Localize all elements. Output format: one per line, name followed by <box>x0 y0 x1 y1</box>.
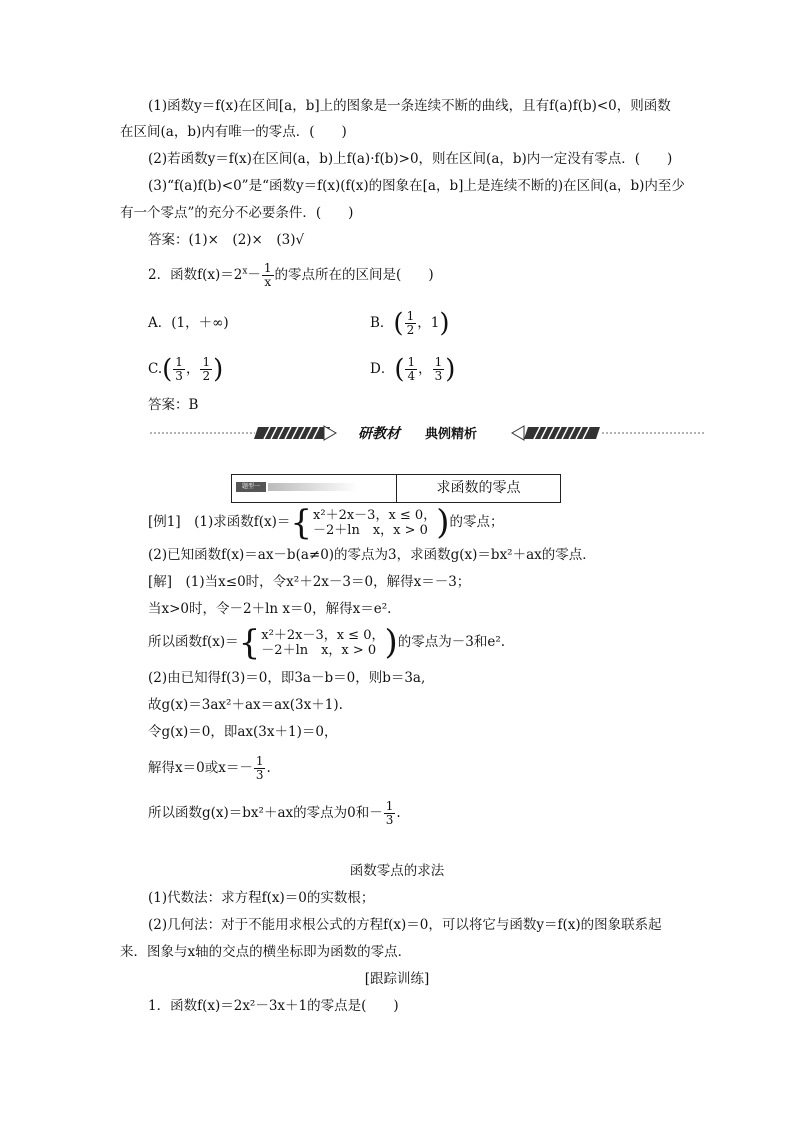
judge-q3-line1: (3)“f(a)f(b)<0”是“函数y＝f(x)(f(x)的图象在[a，b]上是连续不断的)在区间(a，b)内至少 <box>148 178 685 194</box>
solution-step2: 当x>0时，令－2＋ln x＝0，解得x＝e². <box>148 601 392 617</box>
solution-step3: 所以函数f(x)＝{ x²＋2x－3，x ≤ 0， －2＋ln x，x > 0 )的零点为－3和e². <box>148 622 506 663</box>
topic-tag-decoration <box>268 483 358 491</box>
q2-option-d: D．( $\frac{1}{4}$ ， $\frac{1}{3}$ ) <box>370 354 456 385</box>
banner-left-arrow-icon <box>324 426 336 440</box>
q2-answer: 答案：B <box>148 397 199 413</box>
q2-option-a: A．(1，＋∞) <box>148 315 229 331</box>
q2-option-b: B．( $\frac{1}{2}$ ，1) <box>370 308 450 339</box>
solution-step1: [解] (1)当x≤0时，令x²＋2x－3＝0，解得x＝－3； <box>148 574 471 590</box>
method-geometric-line2: 来．图象与x轴的交点的横坐标即为函数的零点． <box>120 944 412 960</box>
solution-step6: 令g(x)＝0，即ax(3x＋1)＝0， <box>148 724 338 740</box>
solution-step8: 所以函数g(x)＝bx²＋ax的零点为0和－ $\frac{1}{3}$ . <box>148 799 401 827</box>
method-algebraic: (1)代数法：求方程f(x)＝0的实数根； <box>148 890 375 906</box>
judge-q1-line2: 在区间(a，b)内有唯一的零点．( ) <box>120 124 347 140</box>
banner-title2: 典例精析 <box>425 427 478 442</box>
judge-q3-line2: 有一个零点”的充分不必要条件．( ) <box>120 205 354 221</box>
followup-title: [跟踪训练] <box>364 971 430 987</box>
banner-right-arrow-icon <box>512 426 524 440</box>
q2-fraction: $\frac{1}{x}$ <box>263 261 272 289</box>
example-line2: (2)已知函数f(x)＝ax－b(a≠0)的零点为3，求函数g(x)＝bx²＋ax的零点． <box>148 547 596 563</box>
judge-q2: (2)若函数y＝f(x)在区间(a，b)上f(a)·f(b)>0，则在区间(a，b)内一定没有零点．( ) <box>148 151 673 167</box>
judge-q1-line1: (1)函数y＝f(x)在区间[a，b]上的图象是一条连续不断的曲线，且有f(a)f(b)<0，则函数 <box>148 98 671 114</box>
solution-step7: 解得x＝0或x＝－ $\frac{1}{3}$ . <box>148 754 271 782</box>
topic-box <box>231 474 561 503</box>
topic-title: 求函数的零点 <box>436 480 521 496</box>
banner-title1: 研教材 <box>358 426 400 442</box>
method-title: 函数零点的求法 <box>349 863 445 879</box>
judge-answer: 答案：(1)× (2)× (3)√ <box>148 232 305 248</box>
followup-q1: 1．函数f(x)＝2x²－3x＋1的零点是( ) <box>148 998 399 1014</box>
solution-step4: (2)由已知得f(3)＝0，即3a－b＝0，则b＝3a, <box>148 670 426 686</box>
example-line1: [例1] (1)求函数f(x)＝{ x²＋2x－3，x ≤ 0， －2＋ln x，x > 0 )的零点； <box>148 502 504 543</box>
q2-stem: 2．函数$f(x)=2^x-$ $\frac{1}{x}$ 的零点所在的区间是( ) <box>148 261 434 289</box>
section-banner <box>150 424 705 442</box>
topic-tag: 题型一 <box>236 482 266 492</box>
solution-step5: 故g(x)＝3ax²＋ax＝ax(3x＋1). <box>148 697 343 713</box>
piecewise-cases: x²＋2x－3，x ≤ 0， －2＋ln x，x > 0 <box>313 507 437 538</box>
q2-option-c: C.( $\frac{1}{3}$ ， $\frac{1}{2}$ ) <box>148 354 224 385</box>
method-geometric-line1: (2)几何法：对于不能用求根公式的方程f(x)＝0，可以将它与函数y＝f(x)的图象联系起 <box>148 917 662 933</box>
